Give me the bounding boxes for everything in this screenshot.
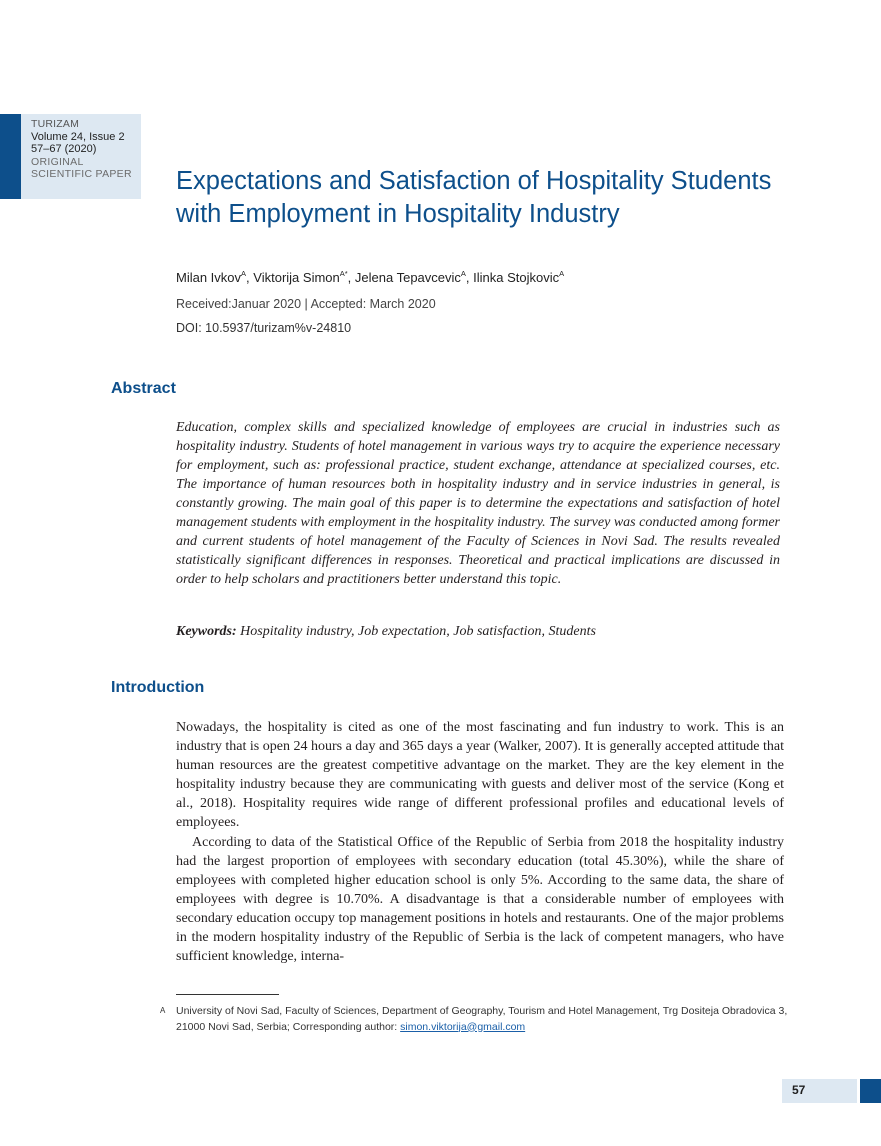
paragraph: Nowadays, the hospitality is cited as one of the most fascinating and fun industry to work. This is an industry that is open 24 hours a day and 365 days a year (Walker, 2007). It is generally accepted attitude that human resources are the greatest competitive advantage on the market. They are the key element in the hospitality industry because they are communicating with guests and deliver most of the service (Kong et al., 2018). Hospitality requires wide range of different professional profiles and educational levels of employees. [176,720,784,831]
affiliation-footnote [176,1004,796,1035]
doi-label: DOI: [176,321,202,335]
footnote-mark: A [160,1006,166,1015]
received-accepted-dates: Received:Januar 2020 | Accepted: March 2020 [176,297,436,311]
paper-type-line1: ORIGINAL [31,155,84,168]
journal-volume: Volume 24, Issue 2 [31,130,125,143]
introduction-body [176,718,784,966]
page-number: 57 [792,1083,806,1097]
author-list [176,270,564,285]
author-3: Jelena Tepavcevic$^A$, [354,269,474,285]
journal-name: TURIZAM [31,118,80,130]
author-1: Milan Ivkov$^A$, [176,269,254,285]
footnote-divider [176,994,279,995]
author-4: Ilinka Stojkovic$^A$ [473,269,565,285]
paper-title: Expectations and Satisfaction of Hospitality Students with Employment in Hospitality Industry [176,167,772,228]
paper-type-line2: SCIENTIFIC PAPER [31,168,132,180]
abstract-text: Education, complex skills and specialized knowledge of employees are crucial in industries such as hospitality industry. Students of hotel management in various ways try to acquire the experience necessary for employment, such as: professional practice, student exchange, attendance at specialized courses, etc. The importance of human resources both in hospitality industry and in service industries in general, is constantly growing. The main goal of this paper is to determine the expectations and satisfaction of hotel management students with employment in the hospitality industry. The survey was conducted among former and current students of hotel management of the Faculty of Sciences in Novi Sad. The results revealed statistically significant differences in responses. Theoretical and practical implications are discussed in order to help scholars and practitioners better understand this topic. [176,420,780,587]
author-email-link[interactable]: simon.viktorija@gmail.com [400,1020,526,1033]
journal-pages: 57–67 (2020) [31,143,97,155]
keywords-label: Keywords: [176,624,237,639]
journal-color-bar [0,114,21,199]
page-color-bar [860,1079,881,1103]
author-2: Viktorija Simon$^{A*}$, [253,269,355,285]
paragraph: According to data of the Statistical Office of the Republic of Serbia from 2018 the hospitality industry had the largest proportion of employees with secondary education (total 45.30%), while the share of employees with completed higher education school is only 5%. According to the same data, the share of employees with degree is 10.70%. A disadvantage is that a considerable number of employees with secondary education occupy top management positions in hotels and restaurants. One of the major problems in the modern hospitality industry of the Republic of Serbia is the lack of competent managers, who have sufficient knowledge, interna- [176,834,784,965]
doi-value: 10.5937/turizam%v-24810 [201,321,352,335]
journal-info [31,118,143,181]
footnote-text: University of Novi Sad, Faculty of Sciences, Department of Geography, Tourism and Hotel Management, Trg Dositeja Obradovica 3, 21000 Novi Sad, Serbia; Corresponding author: [176,1005,788,1033]
doi [176,321,351,335]
abstract-heading: Abstract [111,380,176,397]
keywords-list: Hospitality industry, Job expectation, Job satisfaction, Students [236,624,596,639]
introduction-heading: Introduction [111,679,205,696]
keywords [176,622,780,641]
